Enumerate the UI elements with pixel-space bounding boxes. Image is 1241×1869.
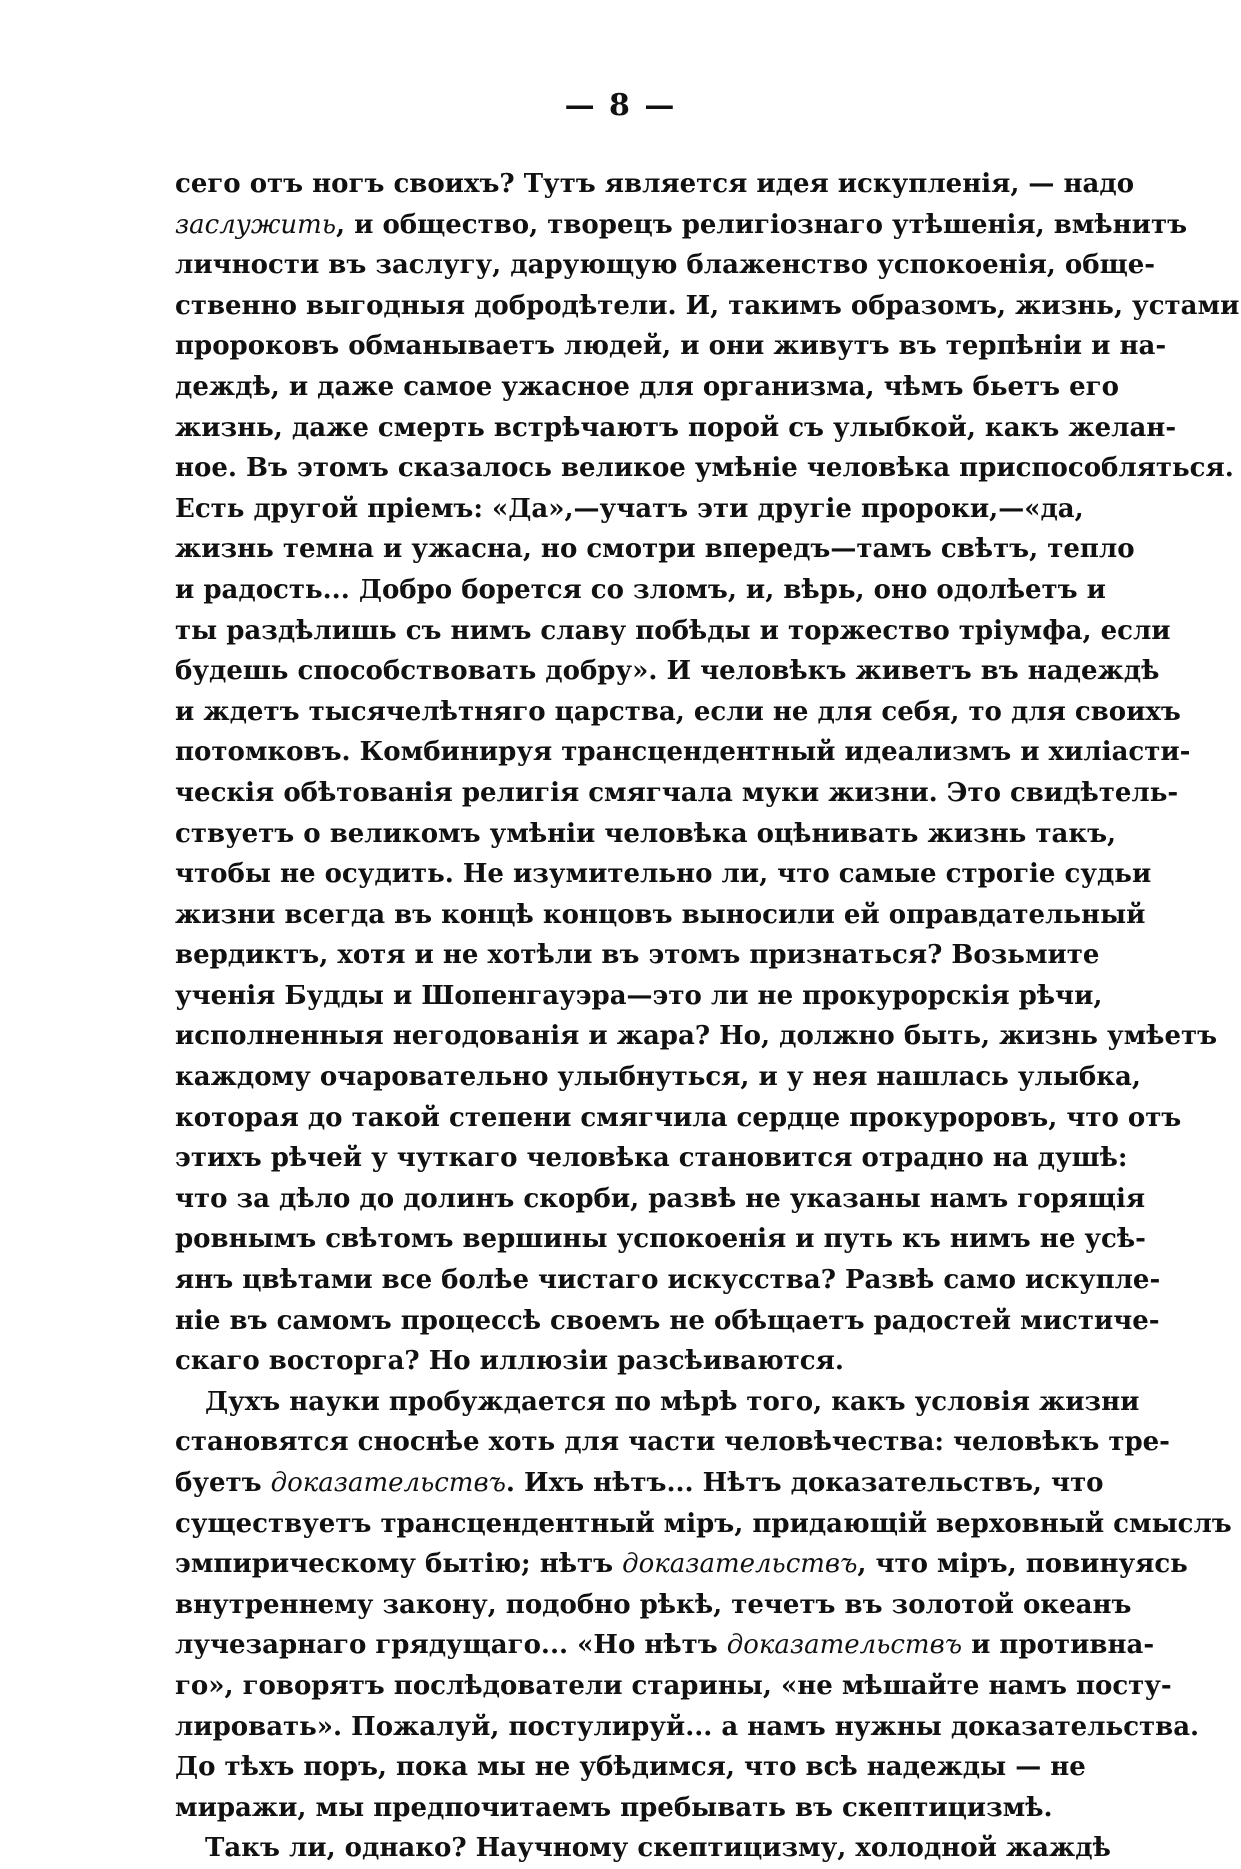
text-line: ученія Будды и Шопенгауэра—это ли не прокурорскія рѣчи, [175,980,1103,1011]
text-line: Есть другой пріемъ: «Да»,—учатъ эти другіе пророки,—«да, [175,493,1084,524]
emphasized-word: доказательствъ [726,1630,963,1661]
text-line: личности въ заслугу, дарующую блаженство успокоенія, обще- [175,250,1156,281]
text-line: лировать». Пожалуй, постулируй... а намъ нужны доказательства. [175,1711,1200,1742]
text-line: каждому очаровательно улыбнуться, и у нея нашлась улыбка, [175,1062,1141,1093]
text-line: вердиктъ, хотя и не хотѣли въ этомъ признаться? Возьмите [175,940,1100,971]
text-line: эмпирическому бытію; нѣтъ доказательствъ, что міръ, повинуясь [175,1549,1188,1580]
emphasized-word: заслужить [175,209,336,240]
text-line: будешь способствовать добру». И человѣкъ живетъ въ надеждѣ [175,656,1160,687]
text-line: ровнымъ свѣтомъ вершины успокоенія и путь къ нимъ не усѣ- [175,1224,1146,1255]
text-line: пророковъ обманываетъ людей, и они живутъ въ терпѣніи и на- [175,331,1167,362]
text-line: жизни всегда въ концѣ концовъ выносили ей оправдательный [175,899,1146,930]
text-line: исполненныя негодованія и жара? Но, должно быть, жизнь умѣетъ [175,1021,1218,1052]
text-line: становятся сноснѣе хоть для части человѣчества: человѣкъ тре- [175,1427,1170,1458]
paragraph-first-line: Такъ ли, однако? Научному скептицизму, холодной жаждѣ [205,1833,1111,1864]
text-line: потомковъ. Комбинируя трансцендентный идеализмъ и хиліасти- [175,737,1191,768]
paragraph-first-line: Духъ науки пробуждается по мѣрѣ того, какъ условія жизни [205,1386,1140,1417]
paragraph-last-line: скаго восторга? Но иллюзіи разсѣиваются. [175,1346,844,1377]
text-line: чтобы не осудить. Не изумительно ли, что самые строгіе судьи [175,859,1152,890]
text-line: ствуетъ о великомъ умѣніи человѣка оцѣнивать жизнь такъ, [175,818,1117,849]
body-text [175,164,1240,1869]
text-line: ніе въ самомъ процессѣ своемъ не обѣщаетъ радостей мистиче- [175,1305,1160,1336]
text-line: ческія обѣтованія религія смягчала муки жизни. Это свидѣтель- [175,777,1179,808]
text-line: деждѣ, и даже самое ужасное для организма, чѣмъ бьетъ его [175,371,1119,402]
text-line: что за дѣло до долинъ скорби, развѣ не указаны намъ горящія [175,1183,1146,1214]
text-line: которая до такой степени смягчила сердце прокуроровъ, что отъ [175,1102,1182,1133]
text-line: До тѣхъ поръ, пока мы не убѣдимся, что всѣ надежды — не [175,1752,1086,1783]
text-line: внутреннему закону, подобно рѣкѣ, течетъ въ золотой океанъ [175,1589,1132,1620]
text-line: и радость... Добро борется со зломъ, и, вѣрь, оно одолѣетъ и [175,574,1106,605]
text-line: ственно выгодныя добродѣтели. И, такимъ образомъ, жизнь, устами [175,290,1240,321]
text-line: существуетъ трансцендентный міръ, придающій верховный смыслъ [175,1508,1232,1539]
text-line: и ждетъ тысячелѣтняго царства, если не для себя, то для своихъ [175,696,1181,727]
text-line: заслужить, и общество, творецъ религіознаго утѣшенія, вмѣнитъ [175,209,1188,240]
page-number: — 8 — [564,88,677,123]
text-line: буетъ доказательствъ. Ихъ нѣтъ... Нѣтъ доказательствъ, что [175,1468,1104,1498]
emphasized-word: доказательствъ [622,1549,858,1580]
text-line: сего отъ ногъ своихъ? Тутъ является идея искупленія, — надо [175,169,1135,199]
emphasized-word: доказательствъ [270,1468,506,1498]
text-line: ное. Въ этомъ сказалось великое умѣніе человѣка приспособляться. [175,453,1234,484]
text-line: ты раздѣлишь съ нимъ славу побѣды и торжество тріумфа, если [175,615,1171,646]
text-line: жизнь, даже смерть встрѣчаютъ порой съ улыбкой, какъ желан- [175,412,1177,443]
text-line: жизнь темна и ужасна, но смотри впередъ—тамъ свѣтъ, тепло [175,534,1135,565]
text-line: лучезарнаго грядущаго... «Но нѣтъ доказательствъ и противна- [175,1630,1155,1661]
text-line: этихъ рѣчей у чуткаго человѣка становится отрадно на душѣ: [175,1143,1128,1174]
text-line: янъ цвѣтами все болѣе чистаго искусства? Развѣ само искупле- [175,1265,1161,1296]
text-line: го», говорятъ послѣдователи старины, «не мѣшайте намъ посту- [175,1670,1172,1701]
paragraph-last-line: миражи, мы предпочитаемъ пребывать въ скептицизмѣ. [175,1792,1053,1823]
